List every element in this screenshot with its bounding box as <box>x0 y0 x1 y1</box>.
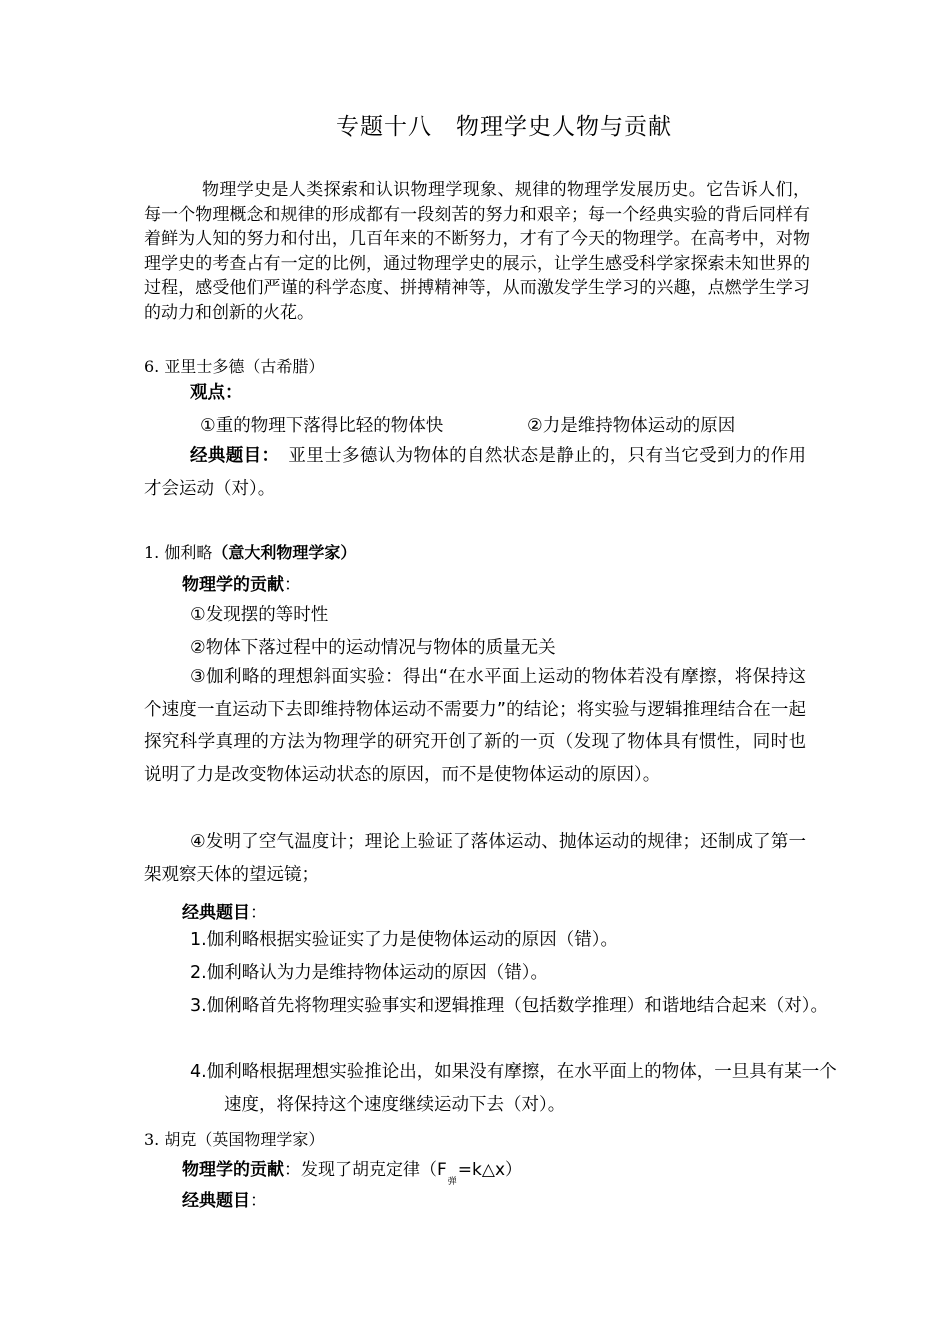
classic-label: 经典题目： <box>190 446 271 466</box>
formula-subscript: 弹 <box>447 1177 457 1187</box>
galileo-contrib-2: ②物体下落过程中的运动情况与物体的质量无关 <box>190 638 556 658</box>
galileo-contrib-heading <box>182 570 301 595</box>
viewpoint-1: ①重的物理下落得比轻的物体快 <box>200 416 444 436</box>
heading-number: 1. 伽利略 <box>144 543 213 562</box>
galileo-question-1: 1.伽利略根据实验证实了力是使物体运动的原因（错）。 <box>190 930 618 950</box>
hooke-classic-heading <box>182 1186 267 1211</box>
contrib-label: 物理学的贡献 <box>182 1160 284 1180</box>
viewpoint-2: ②力是维持物体运动的原因 <box>527 416 736 436</box>
section-heading-galileo <box>144 540 356 563</box>
hooke-contrib-line <box>182 1155 523 1187</box>
section-heading-hooke: 3. 胡克（英国物理学家） <box>144 1130 325 1149</box>
galileo-contrib-4: ④发明了空气温度计；理论上验证了落体运动、抛体运动的规律；还制成了第一架观察天体的望远镜； <box>144 832 806 885</box>
galileo-contrib-3: ③伽利略的理想斜面实验：得出“在水平面上运动的物体若没有摩擦，将保持这个速度一直运动下去即维持物体运动不需要力”的结论；将实验与逻辑推理结合在一起探究科学真理的方法为物理学的研究开创了新的一页（发现了物体具有惯性，同时也说明了力是改变物体运动状态的原因，而不是使物体运动的原因）。 <box>144 667 806 785</box>
galileo-question-2: 2.伽利略认为力是维持物体运动的原因（错）。 <box>190 963 548 983</box>
section-heading-aristotle: 6. 亚里士多德（古希腊） <box>144 357 325 376</box>
classic-colon: ： <box>250 1191 267 1211</box>
classic-text: 亚里士多德认为物体的自然状态是静止的，只有当它受到力的作用才会运动（对）。 <box>144 446 807 499</box>
classic-label: 经典题目 <box>182 903 250 923</box>
galileo-classic-heading <box>182 898 267 923</box>
galileo-question-4: 4.伽利略根据理想实验推论出，如果没有摩擦，在水平面上的物体，一旦具有某一个速度，将保持这个速度继续运动下去（对）。 <box>190 1062 837 1115</box>
page-title: 专题十八 物理学史人物与贡献 <box>336 114 672 140</box>
formula-close: ） <box>505 1160 523 1180</box>
aristotle-classic-question <box>144 440 806 505</box>
galileo-contrib-1: ①发现摆的等时性 <box>190 605 329 625</box>
intro-paragraph: 物理学史是人类探索和认识物理学现象、规律的物理学发展历史。它告诉人们，每一个物理概念和规律的形成都有一段刻苦的努力和艰辛；每一个经典实验的背后同样有着鲜为人知的努力和付出，几百年来的不断努力，才有了今天的物理学。在高考中，对物理学史的考查占有一定的比例，通过物理学史的展示，让学生感受科学家探索未知世界的过程，感受他们严谨的科学态度、拼搏精神等，从而激发学生学习的兴趣，点燃学生学习的动力和创新的火花。 <box>144 180 810 323</box>
contrib-label: 物理学的贡献 <box>182 575 284 595</box>
formula-f: F <box>437 1160 447 1180</box>
heading-country: （意大利物理学家） <box>212 543 357 562</box>
contrib-colon: ： <box>284 575 301 595</box>
classic-label: 经典题目 <box>182 1191 250 1211</box>
galileo-question-3: 3.伽俐略首先将物理实验事实和逻辑推理（包括数学推理）和谐地结合起来（对）。 <box>190 996 828 1016</box>
viewpoint-label: 观点： <box>190 383 243 403</box>
formula-rest: =k△x <box>457 1160 506 1180</box>
contrib-text: ：发现了胡克定律（ <box>284 1160 437 1180</box>
classic-colon: ： <box>250 903 267 923</box>
